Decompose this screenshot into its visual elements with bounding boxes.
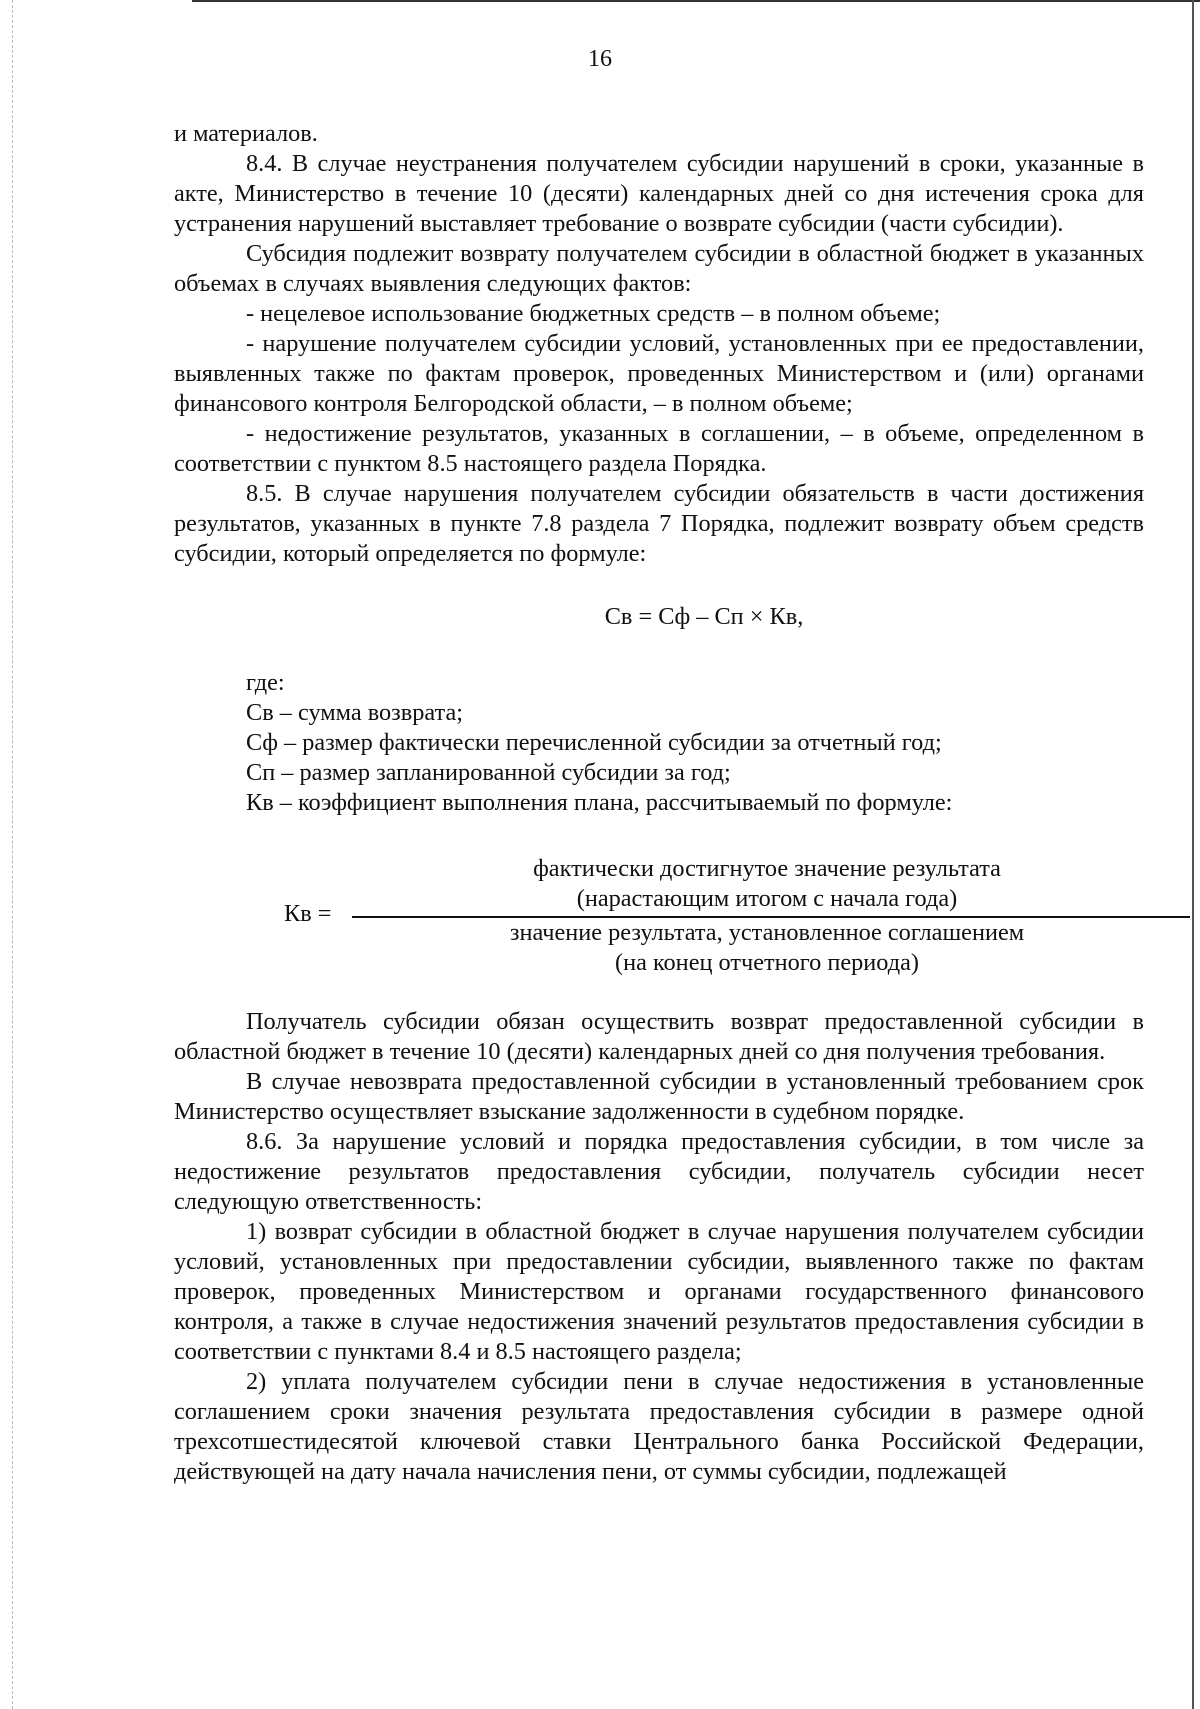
paragraph-return-intro: Субсидия подлежит возврату получателем субсидии в областной бюджет в указанных объемах в случаях выявления следующих фактов: (174, 240, 1144, 297)
paragraph-8-5: 8.5. В случае нарушения получателем субсидии обязательств в части достижения результатов, указанных в пункте 7.8 раздела 7 Порядка, подлежит возврату объем средств субсидии, который определяется по формуле: (174, 480, 1144, 567)
paragraph-8-6: 8.6. За нарушение условий и порядка предоставления субсидии, в том числе за недостижение результатов предоставления субсидии, получатель субсидии несет следующую ответственность: (174, 1128, 1144, 1215)
fraction-denominator (344, 918, 1190, 978)
formula-fraction (174, 854, 1144, 974)
fraction-label: Кв = (284, 900, 332, 927)
paragraph-responsibility-2: 2) уплата получателем субсидии пени в случае недостижения в установленные соглашением сроки значения результата предоставления субсидии в размере одной трехсотшестидесятой ключевой ставки Центрального банка Российской Федерации, действующей на дату начала начисления пени, от суммы субсидии, подлежащей (174, 1368, 1144, 1485)
list-item: - нарушение получателем субсидии условий, установленных при ее предоставлении, выявленных также по фактам проверок, проведенных Министерством и (или) органами финансового контроля Белгородской области, – в полном объеме; (174, 330, 1144, 417)
definition-item: Кв – коэффициент выполнения плана, рассчитываемый по формуле: (246, 789, 953, 816)
paragraph-continuation: и материалов. (174, 120, 318, 147)
definition-item: Сф – размер фактически перечисленной субсидии за отчетный год; (246, 729, 942, 756)
denominator-line-2: (на конец отчетного периода) (615, 949, 919, 976)
scan-border-right (1192, 0, 1194, 1709)
page-number: 16 (588, 46, 612, 72)
scan-border-left (12, 0, 13, 1709)
list-item: - недостижение результатов, указанных в соглашении, – в объеме, определенном в соответствии с пунктом 8.5 настоящего раздела Порядка. (174, 420, 1144, 477)
numerator-line-2: (нарастающим итогом с начала года) (576, 885, 958, 912)
formula-main: Св = Сф – Сп × Кв, (604, 603, 804, 630)
denominator-line-1: значение результата, установленное соглашением (509, 919, 1025, 946)
paragraph-responsibility-1: 1) возврат субсидии в областной бюджет в случае нарушения получателем субсидии условий, установленных при предоставлении субсидии, выявленного также по фактам проверок, проведенных Министерством и органами государственного финансового контроля, а также в случае недостижения значений результатов предоставления субсидии в соответствии с пунктами 8.4 и 8.5 настоящего раздела; (174, 1218, 1144, 1365)
definition-item: Сп – размер запланированной субсидии за год; (246, 759, 731, 786)
where-label: где: (246, 669, 285, 696)
scan-border-top (192, 0, 1200, 2)
paragraph-nonreturn: В случае невозврата предоставленной субсидии в установленный требованием срок Министерство осуществляет взыскание задолженности в судебном порядке. (174, 1068, 1144, 1125)
document-body (174, 119, 1144, 1487)
formula-definitions (246, 668, 1144, 818)
fraction-numerator (344, 854, 1190, 914)
definition-item: Св – сумма возврата; (246, 699, 463, 726)
paragraph-obligation: Получатель субсидии обязан осуществить возврат предоставленной субсидии в областной бюджет в течение 10 (десяти) календарных дней со дня получения требования. (174, 1008, 1144, 1065)
list-item: - нецелевое использование бюджетных средств – в полном объеме; (246, 300, 941, 327)
paragraph-8-4: 8.4. В случае неустранения получателем субсидии нарушений в сроки, указанные в акте, Министерство в течение 10 (десяти) календарных дней со дня истечения срока для устранения нарушений выставляет требование о возврате субсидии (части субсидии). (174, 150, 1144, 237)
numerator-line-1: фактически достигнутое значение результата (533, 855, 1001, 882)
